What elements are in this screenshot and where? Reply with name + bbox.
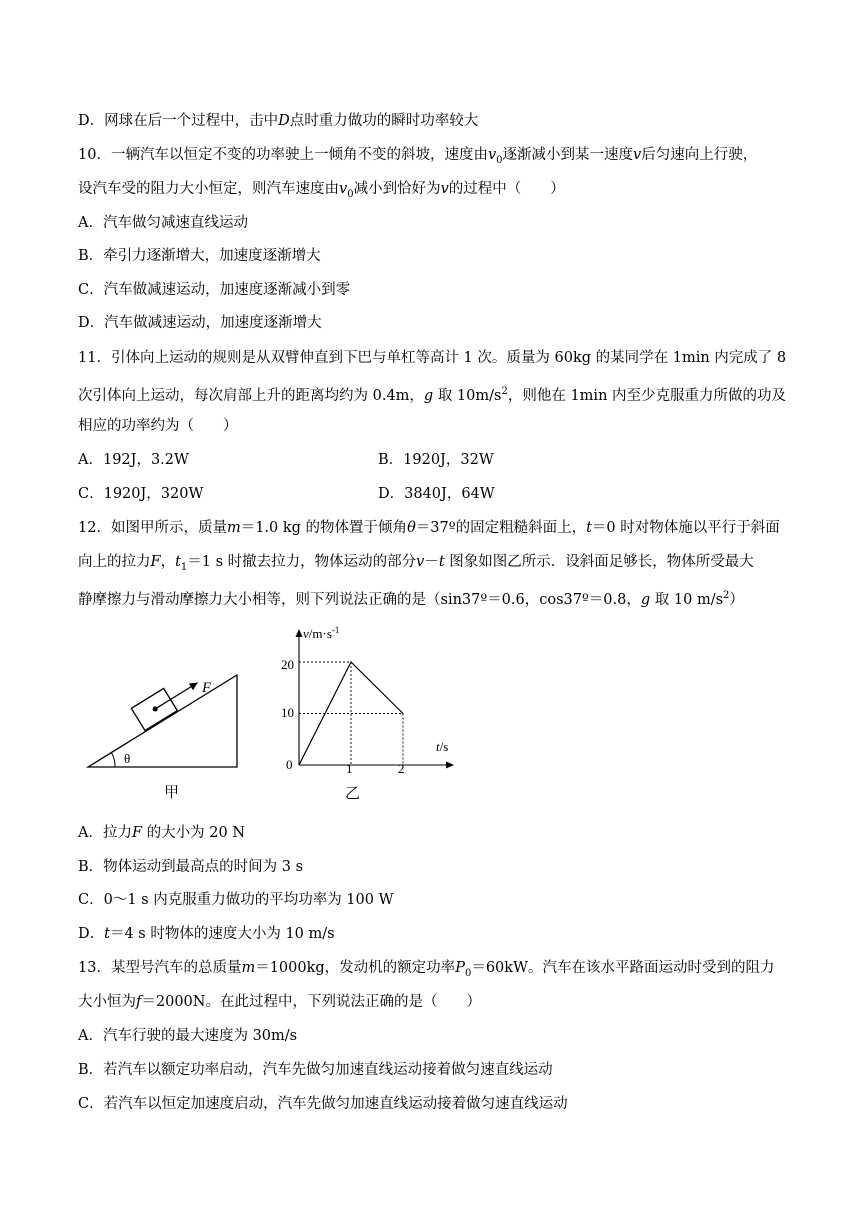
q10-v0-sub: 0 bbox=[496, 154, 503, 166]
q13-P-sub: 0 bbox=[464, 967, 472, 979]
q12-m: m bbox=[226, 520, 241, 536]
q12-stem-line1 bbox=[78, 518, 780, 538]
q12-option-d bbox=[78, 924, 335, 944]
x-axis-arrow bbox=[446, 762, 454, 769]
q12-g: g bbox=[640, 591, 651, 608]
q12-F: F bbox=[150, 554, 161, 570]
q12-l2b: ， bbox=[160, 554, 176, 570]
y-axis-label: $v/m\cdot s^{-1}$ bbox=[303, 625, 340, 641]
q12-option-a bbox=[78, 823, 245, 843]
q10-v0-sub-2: 0 bbox=[347, 188, 354, 200]
q12-stem-line3 bbox=[78, 586, 744, 610]
q13-l1c: ＝60kW。汽车在该水平路面运动时受到的阻力 bbox=[471, 960, 775, 976]
q12-vt-mid: － bbox=[424, 554, 439, 570]
q12-l3c: ） bbox=[729, 591, 744, 608]
q11-l2b: 取 10m/s bbox=[433, 387, 502, 404]
q10-l1c: 后匀速向上行驶， bbox=[641, 147, 758, 163]
q10-v: v bbox=[633, 147, 642, 163]
q13-stem-line2 bbox=[78, 992, 481, 1012]
q10-l2a: 设汽车受的阻力大小恒定，则汽车速度由 bbox=[78, 181, 339, 197]
q12-a-F: F bbox=[131, 825, 143, 841]
q12-a-text-b: 的大小为 20 N bbox=[142, 825, 246, 841]
figure-incline bbox=[80, 665, 250, 805]
q11-option-c: C．1920J，320W bbox=[78, 486, 204, 502]
q11-sup: 2 bbox=[501, 386, 508, 397]
q13-P: P bbox=[455, 960, 465, 976]
q12-sup: 2 bbox=[723, 590, 730, 601]
q12-l3a: 静摩擦力与滑动摩擦力大小相等，则下列说法正确的是（sin37º＝0.6，cos37º＝0.8， bbox=[78, 591, 641, 608]
q9-d-var: D bbox=[278, 113, 290, 129]
q11-g: g bbox=[423, 387, 434, 404]
x-tick-2: 2 bbox=[398, 761, 405, 776]
q12-d-t: t bbox=[104, 926, 110, 942]
q11-l2a: 次引体向上运动，每次肩部上升的距离均约为 0.4m， bbox=[78, 387, 424, 404]
q9-d-text-a: D．网球在后一个过程中，击中 bbox=[78, 113, 279, 129]
q12-d-text-b: ＝4 s 时物体的速度大小为 10 m/s bbox=[109, 926, 335, 942]
q12-option-c: C．0～1 s 内克服重力做功的平均功率为 100 W bbox=[78, 892, 394, 908]
q10-option-d: D．汽车做减速运动，加速度逐渐增大 bbox=[78, 315, 322, 331]
q10-l2b: 减小到恰好为 bbox=[353, 181, 441, 197]
block bbox=[131, 672, 204, 731]
y-axis-arrow bbox=[296, 629, 303, 637]
q13-option-b: B．若汽车以额定功率启动，汽车先做匀加速直线运动接着做匀速直线运动 bbox=[78, 1062, 553, 1078]
q12-l2c: ＝1 s 时撤去拉力，物体运动的部分 bbox=[187, 554, 417, 570]
q10-l1b: 逐渐减小到某一速度 bbox=[502, 147, 634, 163]
caption-jia: 甲 bbox=[164, 785, 180, 801]
q10-v-2: v bbox=[440, 181, 449, 197]
figure-vt-graph bbox=[272, 620, 462, 805]
q12-a-text-a: A．拉力 bbox=[78, 825, 132, 841]
q12-t: t bbox=[586, 520, 592, 536]
q10-v0-2: v bbox=[339, 181, 348, 197]
q12-vt-v: v bbox=[416, 554, 425, 570]
y-tick-20: 20 bbox=[281, 657, 294, 672]
caption-yi: 乙 bbox=[345, 786, 361, 802]
q12-l3b: 取 10 m/s bbox=[650, 591, 724, 608]
q13-stem-line1 bbox=[78, 958, 774, 984]
q10-option-b: B．牵引力逐渐增大，加速度逐渐增大 bbox=[78, 248, 321, 264]
q10-l1a: 10．一辆汽车以恒定不变的功率驶上一倾角不变的斜坡，速度由 bbox=[78, 147, 488, 163]
q13-l2a: 大小恒为 bbox=[78, 994, 136, 1010]
q12-l2a: 向上的拉力 bbox=[78, 554, 151, 570]
q12-l2d: 图象如图乙所示．设斜面足够长，物体所受最大 bbox=[444, 554, 754, 570]
origin-label: 0 bbox=[286, 757, 293, 772]
q12-l1c: ＝37º的固定粗糙斜面上， bbox=[415, 520, 587, 536]
q12-l1d: ＝0 时对物体施以平行于斜面 bbox=[591, 520, 780, 536]
q12-theta: θ bbox=[407, 520, 416, 536]
q12-d-text-a: D． bbox=[78, 926, 105, 942]
q10-l2c: 的过程中（ ） bbox=[448, 181, 565, 197]
x-tick-1: 1 bbox=[346, 761, 353, 776]
q11-option-d: D．3840J，64W bbox=[378, 486, 495, 502]
q12-stem-line2 bbox=[78, 552, 754, 578]
q13-l1a: 13．某型号汽车的总质量 bbox=[78, 960, 242, 976]
x-axis-label: t/s bbox=[436, 739, 449, 754]
q9-option-d bbox=[78, 111, 478, 131]
q11-option-a: A．192J，3.2W bbox=[78, 452, 189, 468]
q12-option-b: B．物体运动到最高点的时间为 3 s bbox=[78, 859, 304, 875]
q13-option-c: C．若汽车以恒定加速度启动，汽车先做匀加速直线运动接着做匀速直线运动 bbox=[78, 1096, 568, 1112]
guide-lines bbox=[299, 662, 403, 765]
q12-l1a: 12．如图甲所示，质量 bbox=[78, 520, 227, 536]
q12-l1b: ＝1.0 kg 的物体置于倾角 bbox=[240, 520, 408, 536]
q13-l1b: ＝1000kg，发动机的额定功率 bbox=[255, 960, 456, 976]
angle-arc bbox=[111, 752, 115, 767]
force-label: F bbox=[202, 680, 212, 696]
q13-l2b: ＝2000N。在此过程中，下列说法正确的是（ ） bbox=[141, 994, 481, 1010]
q10-stem-line2 bbox=[78, 179, 565, 205]
q11-stem-line1: 11．引体向上运动的规则是从双臂伸直到下巴与单杠等高计 1 次。质量为 60kg 的某同学在 1min 内完成了 8 bbox=[78, 350, 787, 366]
q13-option-a: A．汽车行驶的最大速度为 30m/s bbox=[78, 1028, 298, 1044]
q12-t1-sub: 1 bbox=[180, 561, 188, 573]
q13-m: m bbox=[241, 960, 256, 976]
q10-option-a: A．汽车做匀减速直线运动 bbox=[78, 215, 248, 231]
q11-stem-line3: 相应的功率约为（ ） bbox=[78, 418, 238, 434]
q11-stem-line2 bbox=[78, 382, 786, 406]
q12-vt-t: t bbox=[438, 554, 445, 570]
q11-option-b: B．1920J，32W bbox=[378, 452, 494, 468]
q12-t1: t bbox=[175, 554, 181, 570]
q10-stem-line1 bbox=[78, 145, 757, 171]
q10-v0: v bbox=[487, 147, 497, 163]
q13-f: f bbox=[136, 994, 142, 1010]
q11-l2c: ，则他在 1min 内至少克服重力所做的功及 bbox=[507, 387, 787, 404]
angle-label: θ bbox=[124, 751, 131, 766]
y-tick-10: 10 bbox=[281, 705, 294, 720]
q9-d-text-b: 点时重力做功的瞬时功率较大 bbox=[289, 113, 479, 129]
q10-option-c: C．汽车做减速运动，加速度逐渐减小到零 bbox=[78, 282, 351, 298]
